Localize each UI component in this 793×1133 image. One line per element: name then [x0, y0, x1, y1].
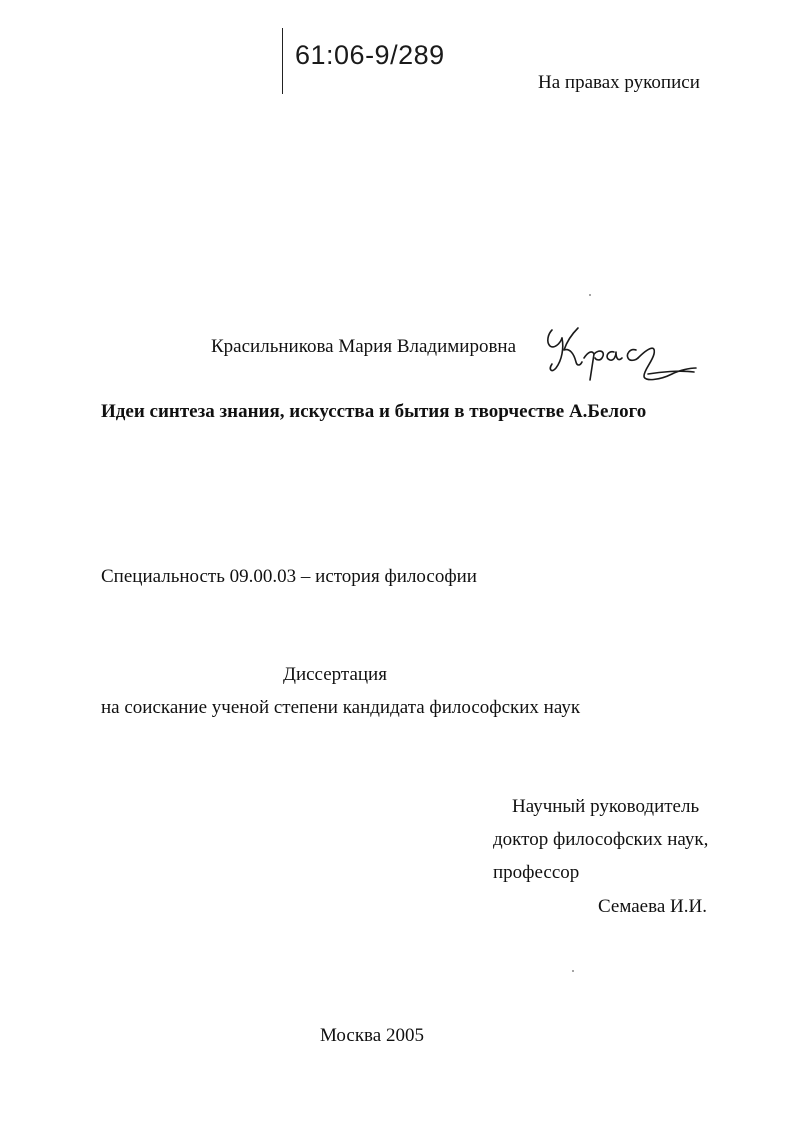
supervisor-role: Научный руководитель — [512, 796, 700, 817]
city-and-year: Москва 2005 — [320, 1025, 424, 1046]
degree-sought: на соискание ученой степени кандидата философских наук — [101, 697, 581, 718]
dissertation-title: Идеи синтеза знания, искусства и бытия в творчестве А.Белого — [101, 401, 647, 422]
author-name: Красильникова Мария Владимировна — [211, 336, 517, 357]
library-code-stamp: 61:06-9/289 — [295, 40, 445, 70]
scan-speck — [589, 294, 591, 296]
supervisor-title: профессор — [493, 862, 580, 883]
dissertation-label: Диссертация — [283, 664, 387, 685]
specialty-line: Специальность 09.00.03 – история философии — [101, 566, 477, 587]
stamp-divider-line — [282, 28, 283, 94]
supervisor-name: Семаева И.И. — [598, 896, 707, 917]
supervisor-degree: доктор философских наук, — [493, 829, 709, 850]
rights-notice: На правах рукописи — [538, 72, 700, 93]
author-signature — [540, 318, 700, 388]
scan-speck — [572, 970, 574, 972]
